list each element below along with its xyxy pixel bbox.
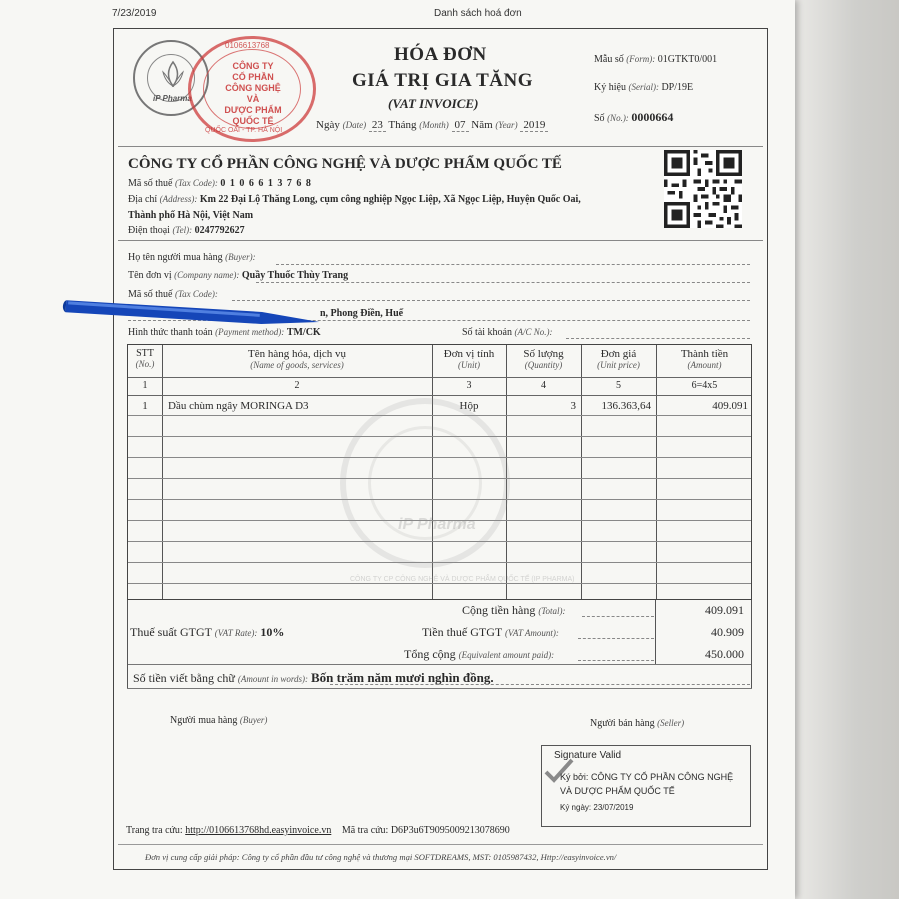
- stamp-ring-top: 0106613768: [225, 41, 270, 50]
- print-date: 7/23/2019: [112, 8, 157, 19]
- item-unit: Hộp: [459, 400, 479, 412]
- invoice-date: Ngày (Date) 23 Tháng (Month) 07 Năm (Year) 2019: [316, 119, 548, 131]
- invoice-title-en: (VAT INVOICE): [388, 96, 479, 111]
- invoice-title: HÓA ĐƠN: [394, 44, 487, 65]
- index-cell: 6=4x5: [691, 380, 718, 391]
- vat-amount-label: Tiền thuế GTGT (VAT Amount):: [422, 625, 559, 639]
- index-cell: 5: [616, 380, 621, 391]
- index-cell: 4: [541, 380, 546, 391]
- invoice-number: Số (No.): 0000664: [594, 110, 674, 124]
- invoice-serial: Ký hiệu (Serial): DP/19E: [594, 82, 694, 93]
- stamp-ring-bottom: QUỐC OAI - TP. HÀ NỘI: [205, 127, 283, 134]
- index-cell: 3: [466, 380, 472, 391]
- signature-valid-title: Signature Valid: [554, 750, 622, 761]
- seller-address-line2: Thành phố Hà Nội, Việt Nam: [128, 210, 254, 221]
- col-header-no: STT (No.): [135, 348, 155, 369]
- buyer-signature-label: Người mua hàng (Buyer): [170, 715, 268, 726]
- buyer-name-label: Họ tên người mua hàng (Buyer):: [128, 252, 256, 263]
- index-cell: 1: [142, 380, 148, 391]
- company-stamp: [188, 36, 316, 142]
- invoice-year: 2019: [520, 119, 548, 132]
- watermark-ring: CÔNG TY CP CÔNG NGHỆ VÀ DƯỢC PHẨM QUỐC TẾ (IP PHARMA): [350, 576, 575, 583]
- item-amount: 409.091: [712, 400, 748, 412]
- subtotal-value: 409.091: [705, 603, 744, 617]
- print-title: Danh sách hoá đơn: [434, 8, 522, 19]
- subtotal-label: Cộng tiền hàng (Total):: [462, 603, 566, 617]
- qr-code: [664, 150, 742, 228]
- index-cell: 2: [294, 380, 300, 391]
- buyer-company: Tên đơn vị (Company name): Quầy Thuốc Thùy Trang: [128, 270, 349, 281]
- invoice-subtitle: GIÁ TRỊ GIA TĂNG: [352, 70, 533, 91]
- seller-tel: Điện thoại (Tel): 0247792627: [128, 225, 245, 236]
- buyer-payment: Hình thức thanh toán (Payment method): TM/CK: [128, 327, 321, 338]
- lookup-url-link[interactable]: http://0106613768hd.easyinvoice.vn: [185, 825, 332, 836]
- seller-address: Địa chỉ (Address): Km 22 Đại Lộ Thăng Long, cụm công nghiệp Ngọc Liệp, Xã Ngọc Liệp, Huyện Quốc Oai,: [128, 194, 581, 205]
- invoice-month: 07: [452, 119, 469, 132]
- lookup-info: Trang tra cứu: http://0106613768hd.easyinvoice.vn Mã tra cứu: D6P3u6T9095009213078690: [126, 825, 510, 836]
- lotus-icon: [159, 60, 187, 90]
- vat-rate: Thuế suất GTGT (VAT Rate): 10%: [130, 625, 285, 639]
- col-header-price: Đơn giá (Unit price): [597, 348, 640, 370]
- watermark-seal: [340, 398, 510, 568]
- vat-amount-value: 40.909: [711, 625, 744, 639]
- print-header: [0, 8, 795, 22]
- item-price: 136.363,64: [601, 400, 651, 412]
- invoice-form: Mẫu số (Form): 01GTKT0/001: [594, 54, 718, 65]
- invoice-day: 23: [369, 119, 386, 132]
- buyer-tax-code: Mã số thuế (Tax Code):: [128, 289, 218, 300]
- grand-total-value: 450.000: [705, 647, 744, 661]
- digital-signature-box: [541, 745, 751, 827]
- seller-tax-code: Mã số thuế (Tax Code): 0 1 0 6 6 1 3 7 6 8: [128, 178, 312, 189]
- item-qty: 3: [570, 400, 576, 412]
- seller-name: CÔNG TY CỔ PHẦN CÔNG NGHỆ VÀ DƯỢC PHẨM QUỐC TẾ: [128, 156, 562, 172]
- amount-in-words: Số tiền viết bằng chữ (Amount in words): Bốn trăm năm mươi nghìn đồng.: [133, 670, 494, 685]
- provider-note: Đơn vị cung cấp giải pháp: Công ty cổ phần đầu tư công nghệ và thương mại SOFTDREAMS, MST: 0105987432, Http://easyinvoice.vn/: [145, 852, 617, 862]
- item-name: Dầu chùm ngây MORINGA D3: [168, 400, 309, 412]
- col-header-unit: Đơn vị tính (Unit): [443, 348, 495, 370]
- col-header-qty: Số lượng (Quantity): [523, 348, 564, 370]
- background-surface: [789, 0, 899, 899]
- seller-signature-label: Người bán hàng (Seller): [590, 718, 685, 729]
- signed-by-line2: VÀ DƯỢC PHẨM QUỐC TẾ: [560, 786, 675, 796]
- stamp-center-text: CÔNG TY CỔ PHẦN CÔNG NGHỆ VÀ DƯỢC PHẨM QUỐC TẾ: [224, 61, 282, 126]
- item-no: 1: [142, 400, 148, 412]
- grand-total-label: Tổng cộng (Equivalent amount paid):: [404, 647, 555, 661]
- signed-date: Ký ngày: 23/07/2019: [560, 803, 634, 812]
- buyer-address: n, Phong Điền, Huế: [320, 308, 404, 319]
- col-header-name: Tên hàng hóa, dịch vụ (Name of goods, services): [247, 348, 347, 370]
- watermark-brand: iP Pharma: [398, 516, 476, 533]
- logo-brand: iP Pharma: [153, 94, 192, 103]
- col-header-amount: Thành tiền (Amount): [680, 348, 729, 370]
- buyer-account: Số tài khoản (A/C No.):: [462, 327, 553, 338]
- signed-by: Ký bởi: CÔNG TY CỔ PHẦN CÔNG NGHỆ: [560, 772, 734, 782]
